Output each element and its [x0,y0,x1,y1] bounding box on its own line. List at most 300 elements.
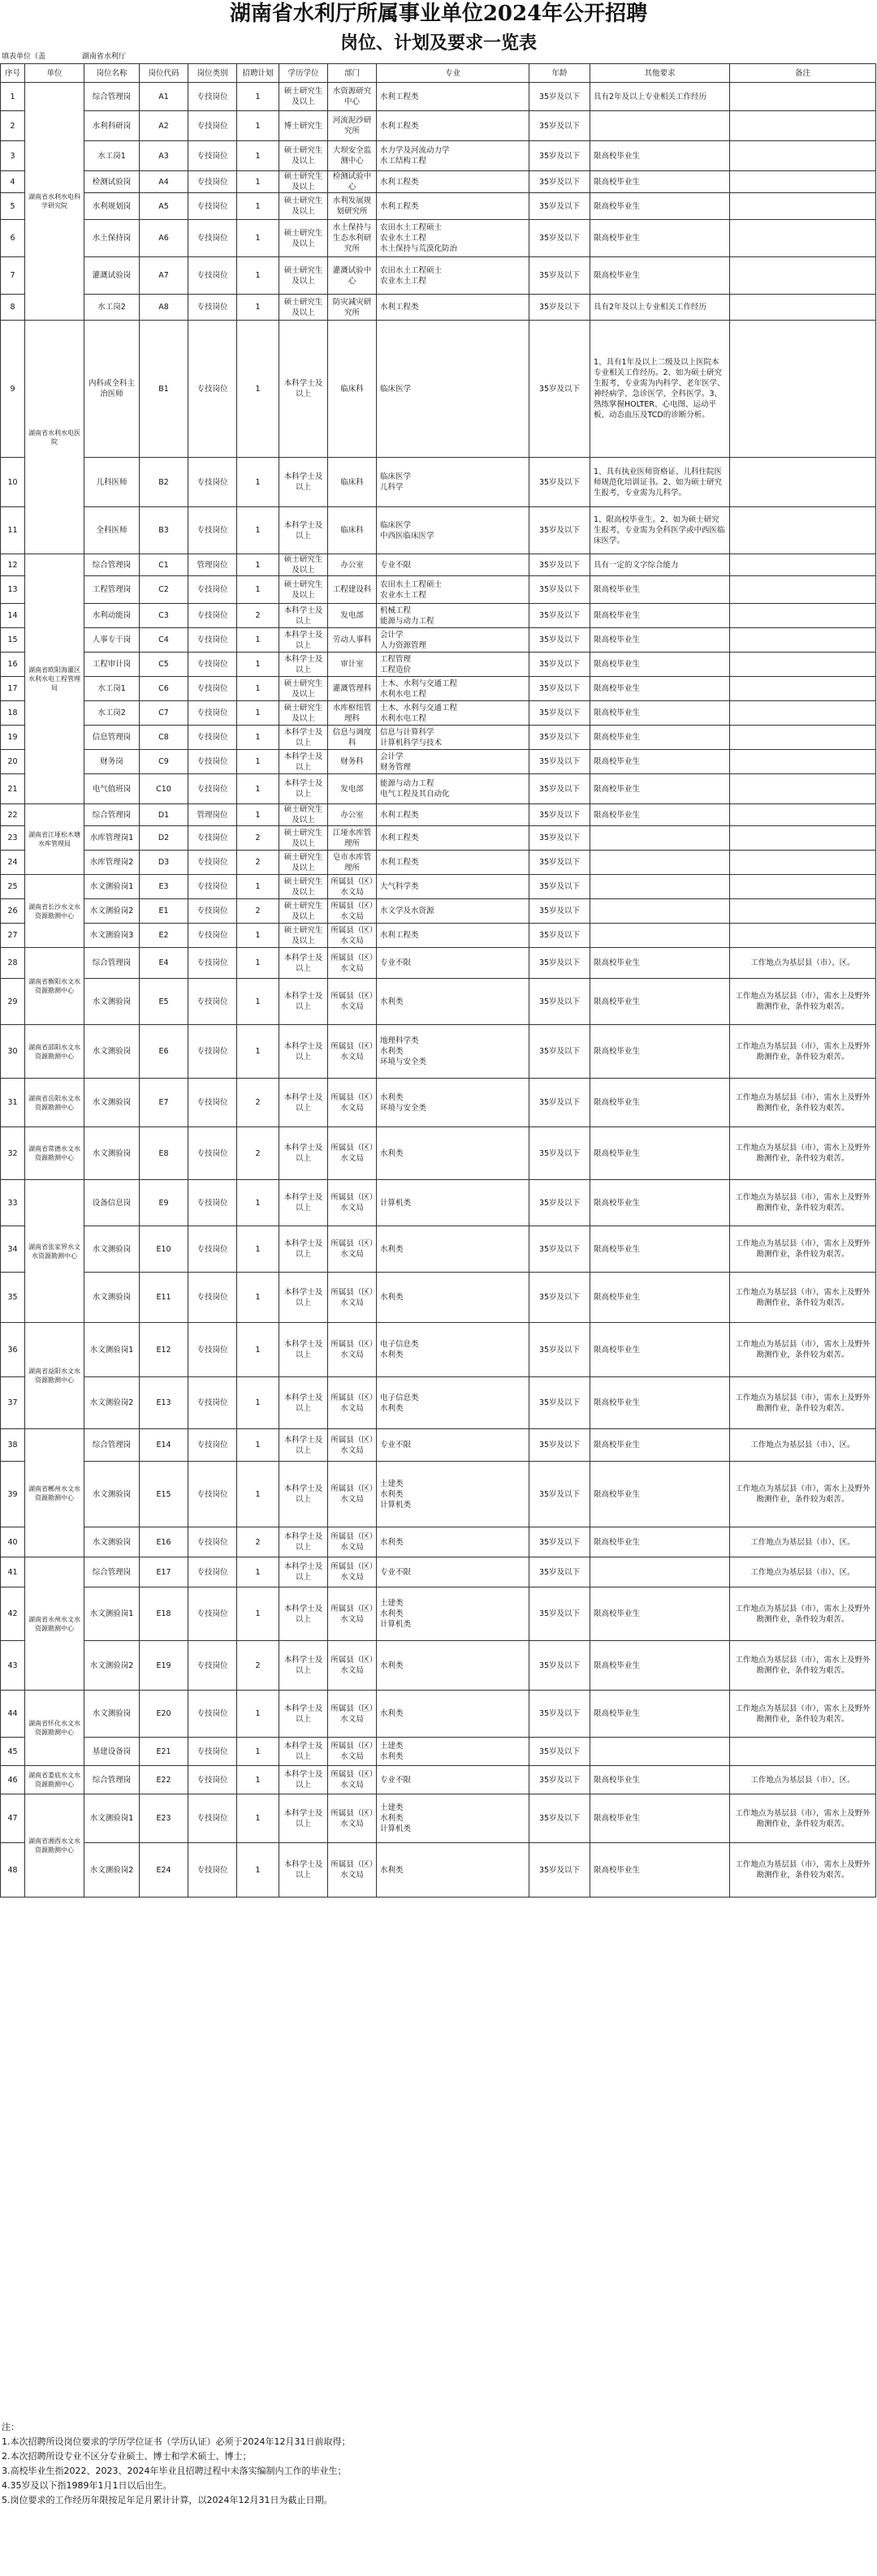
unit-cell: 湖南省衡阳水文水资源勘测中心 [25,948,84,1025]
post-code-cell: A6 [140,220,188,257]
other-requirements-cell: 限高校毕业生 [590,1127,730,1180]
education-cell: 本科学士及以上 [279,1273,328,1323]
plan-count-cell: 1 [237,458,279,507]
post-type-cell: 专技岗位 [188,979,237,1025]
post-name-cell: 水库管理岗1 [84,826,140,851]
major-item: 水利类 [380,1047,404,1056]
other-requirements-cell: 限高校毕业生 [590,774,730,804]
note-item: 5.岗位要求的工作经历年限按足年足月累计计算，以2024年12月31日为截止日期。 [2,2495,333,2505]
remark-cell: 工作地点为基层县（市），需水上及野外勘测作业，条件较为艰苦。 [730,1377,876,1429]
post-code-cell: D3 [140,851,188,875]
other-requirements-cell: 限高校毕业生 [590,1079,730,1127]
department-cell: 水资源研究中心 [328,83,377,111]
major-item: 环境与安全类 [380,1058,427,1066]
major-cell [377,1641,529,1691]
age-cell: 35岁及以下 [529,1557,590,1587]
post-name-cell: 电气值班岗 [84,774,140,804]
plan-count-cell: 1 [237,1843,279,1898]
post-type-cell: 专技岗位 [188,1738,237,1766]
major-item: 会计学 [380,630,404,640]
education-cell: 本科学士及以上 [279,321,328,458]
major-item: 水利类 [380,1661,404,1670]
post-name-cell: 水文测验岗 [84,979,140,1025]
post-type-cell: 专技岗位 [188,1587,237,1641]
post-type-cell: 专技岗位 [188,1025,237,1079]
recruitment-table [0,63,876,1898]
plan-count-cell: 1 [237,1377,279,1429]
plan-count-cell: 1 [237,653,279,677]
age-cell: 35岁及以下 [529,171,590,193]
education-cell: 本科学士及以上 [279,1127,328,1180]
post-code-cell: E20 [140,1691,188,1738]
remark-cell [730,924,876,948]
table-row [1,1641,876,1691]
plan-count-cell: 1 [237,220,279,257]
major-item: 水利类 [380,1865,404,1875]
department-cell: 水土保持与生态水利研究所 [328,220,377,257]
major-item: 水利工程类 [380,92,419,101]
major-item: 水利类 [380,1244,404,1254]
table-body [1,83,876,1898]
notes-heading: 注： [2,2422,19,2432]
seq-cell: 23 [1,826,25,851]
major-item: 土建类 [380,1599,404,1608]
major-item: 水利类 [380,1403,404,1413]
post-type-cell: 专技岗位 [188,83,237,111]
education-cell: 本科学士及以上 [279,653,328,677]
age-cell: 35岁及以下 [529,220,590,257]
major-cell [377,171,529,193]
post-name-cell: 水文测验岗2 [84,1377,140,1429]
post-type-cell: 专技岗位 [188,1462,237,1527]
post-name-cell: 工程管理岗 [84,576,140,604]
table-row [1,1691,876,1738]
plan-count-cell: 1 [237,804,279,826]
age-cell: 35岁及以下 [529,141,590,171]
post-type-cell: 专技岗位 [188,1527,237,1557]
department-cell: 河流泥沙研究所 [328,111,377,141]
age-cell: 35岁及以下 [529,1226,590,1273]
table-row [1,604,876,628]
header-unit: 单位 [25,64,84,83]
remark-cell: 工作地点为基层县（市）、区。 [730,948,876,979]
post-code-cell: A5 [140,193,188,220]
post-name-cell: 综合管理岗 [84,554,140,576]
post-name-cell: 综合管理岗 [84,948,140,979]
seq-cell: 6 [1,220,25,257]
major-item: 临床医学 [380,520,412,530]
major-item: 工程管理 [380,654,412,664]
post-type-cell: 专技岗位 [188,1377,237,1429]
other-requirements-cell [590,851,730,875]
plan-count-cell: 1 [237,295,279,321]
department-cell: 工程建设科 [328,576,377,604]
other-requirements-cell [590,1557,730,1587]
post-code-cell: E1 [140,899,188,924]
plan-count-cell: 1 [237,628,279,653]
post-code-cell: D2 [140,826,188,851]
post-code-cell: C9 [140,750,188,774]
post-type-cell: 专技岗位 [188,1226,237,1273]
other-requirements-cell: 1、具有1年及以上二级及以上医院本专业相关工作经历。2、如为硕士研究生报考，专业需为内科学、老年医学、神经病学、急诊医学、全科医学。3、熟练掌握HOLTER、心电图、运动平板、动态血压及TCD的诊断分析。 [590,321,730,458]
education-cell: 本科学士及以上 [279,1025,328,1079]
plan-count-cell: 1 [237,321,279,458]
seq-cell: 42 [1,1587,25,1641]
age-cell: 35岁及以下 [529,1273,590,1323]
post-code-cell: D1 [140,804,188,826]
post-type-cell: 专技岗位 [188,924,237,948]
age-cell: 35岁及以下 [529,899,590,924]
post-type-cell: 专技岗位 [188,948,237,979]
department-cell: 所属县（区）水文局 [328,1323,377,1377]
major-cell [377,458,529,507]
other-requirements-cell: 限高校毕业生 [590,604,730,628]
remark-cell [730,677,876,701]
remark-cell [730,458,876,507]
major-item: 计算机类 [380,1620,412,1629]
post-name-cell: 水库管理岗2 [84,851,140,875]
other-requirements-cell [590,899,730,924]
other-requirements-cell: 限高校毕业生 [590,1794,730,1843]
department-cell: 所属县（区）水文局 [328,1025,377,1079]
plan-count-cell: 1 [237,1323,279,1377]
age-cell: 35岁及以下 [529,653,590,677]
post-code-cell: E22 [140,1766,188,1794]
post-type-cell: 专技岗位 [188,1843,237,1898]
major-cell [377,1377,529,1429]
major-item: 土建类 [380,1803,404,1812]
department-cell: 所属县（区）水文局 [328,1738,377,1766]
other-requirements-cell: 具有一定的文字综合能力 [590,554,730,576]
seq-cell: 4 [1,171,25,193]
other-requirements-cell: 限高校毕业生 [590,1180,730,1226]
age-cell: 35岁及以下 [529,1025,590,1079]
post-name-cell: 内科或全科主治医师 [84,321,140,458]
other-requirements-cell: 限高校毕业生 [590,257,730,295]
post-code-cell: E5 [140,979,188,1025]
major-cell [377,1273,529,1323]
unit-cell: 湖南省常德水文水资源勘测中心 [25,1127,84,1180]
table-row [1,1843,876,1898]
table-row [1,899,876,924]
department-cell: 所属县（区）水文局 [328,1079,377,1127]
education-cell: 本科学士及以上 [279,1462,328,1527]
other-requirements-cell: 限高校毕业生 [590,701,730,726]
other-requirements-cell [590,111,730,141]
post-code-cell: C4 [140,628,188,653]
major-cell [377,826,529,851]
post-code-cell: E4 [140,948,188,979]
seq-cell: 34 [1,1226,25,1273]
post-name-cell: 水文测验岗 [84,1691,140,1738]
remark-cell: 工作地点为基层县（市），需水上及野外勘测作业，条件较为艰苦。 [730,1587,876,1641]
post-type-cell: 专技岗位 [188,193,237,220]
other-requirements-cell: 限高校毕业生 [590,653,730,677]
table-row [1,979,876,1025]
age-cell: 35岁及以下 [529,1794,590,1843]
remark-cell: 工作地点为基层县（市）、区。 [730,1766,876,1794]
post-type-cell: 专技岗位 [188,171,237,193]
plan-count-cell: 1 [237,1691,279,1738]
major-cell [377,653,529,677]
department-cell: 所属县（区）水文局 [328,1180,377,1226]
major-cell [377,554,529,576]
post-type-cell: 专技岗位 [188,1323,237,1377]
post-type-cell: 专技岗位 [188,111,237,141]
unit-cell: 湖南省张家界水文水资源勘测中心 [25,1180,84,1323]
age-cell: 35岁及以下 [529,1691,590,1738]
other-requirements-cell: 限高校毕业生 [590,220,730,257]
education-cell: 本科学士及以上 [279,604,328,628]
seq-cell: 32 [1,1127,25,1180]
table-row [1,554,876,576]
unit-cell: 湖南省水利水电医院 [25,321,84,554]
post-name-cell: 水文测验岗 [84,1273,140,1323]
age-cell: 35岁及以下 [529,1843,590,1898]
remark-cell: 工作地点为基层县（市）、区。 [730,1527,876,1557]
major-item: 能源与动力工程 [380,616,434,626]
plan-count-cell: 2 [237,899,279,924]
post-code-cell: A8 [140,295,188,321]
header-remark: 备注 [730,64,876,83]
education-cell: 本科学士及以上 [279,458,328,507]
post-name-cell: 综合管理岗 [84,1429,140,1462]
post-type-cell: 专技岗位 [188,1766,237,1794]
other-requirements-cell: 限高校毕业生 [590,1273,730,1323]
plan-count-cell: 1 [237,1180,279,1226]
education-cell: 本科学士及以上 [279,507,328,554]
major-item: 计算机类 [380,1198,412,1208]
seq-cell: 15 [1,628,25,653]
remark-cell [730,701,876,726]
post-name-cell: 全科医师 [84,507,140,554]
post-code-cell: C5 [140,653,188,677]
department-cell: 所属县（区）水文局 [328,948,377,979]
major-item: 水工结构工程 [380,157,427,166]
table-row [1,726,876,750]
other-requirements-cell [590,875,730,899]
post-code-cell: E16 [140,1527,188,1557]
major-item: 财务管理 [380,762,412,772]
department-cell: 发电部 [328,604,377,628]
other-requirements-cell: 限高校毕业生 [590,1025,730,1079]
education-cell: 硕士研究生及以上 [279,851,328,875]
age-cell: 35岁及以下 [529,804,590,826]
table-row [1,1377,876,1429]
major-item: 水利工程类 [380,810,419,820]
remark-cell: 工作地点为基层县（市），需水上及野外勘测作业，条件较为艰苦。 [730,1691,876,1738]
table-row [1,1025,876,1079]
major-item: 水利类 [380,1092,404,1102]
age-cell: 35岁及以下 [529,1527,590,1557]
table-header-row [1,64,876,83]
major-cell [377,1691,529,1738]
plan-count-cell: 2 [237,604,279,628]
seq-cell: 45 [1,1738,25,1766]
other-requirements-cell: 限高校毕业生 [590,576,730,604]
major-item: 水利类 [380,997,404,1006]
post-type-cell: 专技岗位 [188,220,237,257]
post-type-cell: 专技岗位 [188,576,237,604]
plan-count-cell: 1 [237,171,279,193]
major-item: 工程造价 [380,665,412,674]
post-code-cell: C10 [140,774,188,804]
post-code-cell: E17 [140,1557,188,1587]
seq-cell: 24 [1,851,25,875]
education-cell: 本科学士及以上 [279,1180,328,1226]
other-requirements-cell: 限高校毕业生 [590,750,730,774]
remark-cell [730,220,876,257]
other-requirements-cell: 限高校毕业生 [590,1527,730,1557]
table-row [1,1273,876,1323]
post-code-cell: E11 [140,1273,188,1323]
remark-cell: 工作地点为基层县（市），需水上及野外勘测作业，条件较为艰苦。 [730,979,876,1025]
department-cell: 所属县（区）水文局 [328,1691,377,1738]
seq-cell: 22 [1,804,25,826]
post-code-cell: C6 [140,677,188,701]
major-item: 计算机类 [380,1824,412,1833]
education-cell: 硕士研究生及以上 [279,924,328,948]
age-cell: 35岁及以下 [529,458,590,507]
major-item: 临床医学 [380,472,412,481]
other-requirements-cell: 限高校毕业生 [590,1323,730,1377]
post-name-cell: 水文测验岗 [84,1527,140,1557]
age-cell: 35岁及以下 [529,750,590,774]
post-name-cell: 水工岗2 [84,701,140,726]
department-cell: 大坝安全监测中心 [328,141,377,171]
department-cell: 检测试验中心 [328,171,377,193]
department-cell: 所属县（区）水文局 [328,1641,377,1691]
education-cell: 本科学士及以上 [279,1794,328,1843]
header-plan: 招聘计划 [237,64,279,83]
seq-cell: 2 [1,111,25,141]
major-cell [377,979,529,1025]
education-cell: 本科学士及以上 [279,1766,328,1794]
post-code-cell: E12 [140,1323,188,1377]
post-code-cell: A1 [140,83,188,111]
remark-cell [730,507,876,554]
unit-cell: 湖南省岳阳水文水资源勘测中心 [25,1079,84,1127]
seq-cell: 30 [1,1025,25,1079]
post-code-cell: B1 [140,321,188,458]
page-title: 湖南省水利厅所属事业单位2024年公开招聘 [229,2,648,26]
plan-count-cell: 1 [237,875,279,899]
major-item: 儿科学 [380,483,404,492]
remark-cell: 工作地点为基层县（市），需水上及野外勘测作业，条件较为艰苦。 [730,1273,876,1323]
table-row [1,851,876,875]
post-type-cell: 专技岗位 [188,774,237,804]
education-cell: 本科学士及以上 [279,726,328,750]
post-name-cell: 灌溉试验岗 [84,257,140,295]
major-cell [377,1527,529,1557]
seq-cell: 18 [1,701,25,726]
other-requirements-cell: 限高校毕业生 [590,1843,730,1898]
major-item: 人力资源管理 [380,640,427,650]
note-item: 1.本次招聘所设岗位要求的学历学位证书（学历认证）必须于2024年12月31日前取得； [2,2436,351,2447]
seq-cell: 5 [1,193,25,220]
education-cell: 硕士研究生及以上 [279,257,328,295]
post-code-cell: C3 [140,604,188,628]
post-type-cell: 管理岗位 [188,554,237,576]
department-cell: 皂市水库管理所 [328,851,377,875]
major-cell [377,628,529,653]
education-cell: 硕士研究生及以上 [279,83,328,111]
post-type-cell: 专技岗位 [188,726,237,750]
remark-cell [730,321,876,458]
major-cell [377,677,529,701]
seq-cell: 36 [1,1323,25,1377]
unit-cell: 湖南省江垭松木塘水库管理局 [25,804,84,875]
major-item: 农业水土工程 [380,276,427,286]
table-row [1,1587,876,1641]
seq-cell: 35 [1,1273,25,1323]
education-cell: 硕士研究生及以上 [279,875,328,899]
age-cell: 35岁及以下 [529,875,590,899]
other-requirements-cell: 限高校毕业生 [590,1462,730,1527]
plan-count-cell: 1 [237,257,279,295]
education-cell: 本科学士及以上 [279,750,328,774]
department-cell: 劳动人事科 [328,628,377,653]
age-cell: 35岁及以下 [529,1127,590,1180]
major-item: 水利工程类 [380,177,419,187]
post-type-cell: 专技岗位 [188,1641,237,1691]
table-row [1,576,876,604]
remark-cell [730,171,876,193]
major-item: 环境与安全类 [380,1103,427,1113]
post-name-cell: 基建设备岗 [84,1738,140,1766]
major-item: 地理科学类 [380,1036,419,1045]
table-row [1,1527,876,1557]
major-cell [377,141,529,171]
table-row [1,171,876,193]
major-cell [377,321,529,458]
plan-count-cell: 1 [237,1557,279,1587]
unit-cell: 湖南省怀化水文水资源勘测中心 [25,1691,84,1766]
age-cell: 35岁及以下 [529,851,590,875]
education-cell: 硕士研究生及以上 [279,701,328,726]
education-cell: 硕士研究生及以上 [279,220,328,257]
post-type-cell: 专技岗位 [188,1127,237,1180]
major-item: 水利类 [380,1814,404,1823]
department-cell: 所属县（区）水文局 [328,875,377,899]
age-cell: 35岁及以下 [529,826,590,851]
major-cell [377,804,529,826]
major-item: 专业不限 [380,958,412,967]
major-item: 农业水土工程 [380,234,427,243]
plan-count-cell: 2 [237,1079,279,1127]
seq-cell: 31 [1,1079,25,1127]
education-cell: 硕士研究生及以上 [279,576,328,604]
post-code-cell: E23 [140,1794,188,1843]
post-name-cell: 水文测验岗3 [84,924,140,948]
education-cell: 本科学士及以上 [279,979,328,1025]
other-requirements-cell: 1、限高校毕业生。2、如为硕士研究生报考，专业需为全科医学或中西医临床医学。 [590,507,730,554]
major-cell [377,750,529,774]
seq-cell: 40 [1,1527,25,1557]
post-code-cell: E10 [140,1226,188,1273]
department-cell: 所属县（区）水文局 [328,1527,377,1557]
education-cell: 硕士研究生及以上 [279,899,328,924]
remark-cell: 工作地点为基层县（市），需水上及野外勘测作业，条件较为艰苦。 [730,1641,876,1691]
major-cell [377,1794,529,1843]
post-type-cell: 专技岗位 [188,141,237,171]
seq-cell: 26 [1,899,25,924]
plan-count-cell: 2 [237,826,279,851]
seq-cell: 20 [1,750,25,774]
major-cell [377,1738,529,1766]
major-cell [377,1226,529,1273]
education-cell: 硕士研究生及以上 [279,826,328,851]
